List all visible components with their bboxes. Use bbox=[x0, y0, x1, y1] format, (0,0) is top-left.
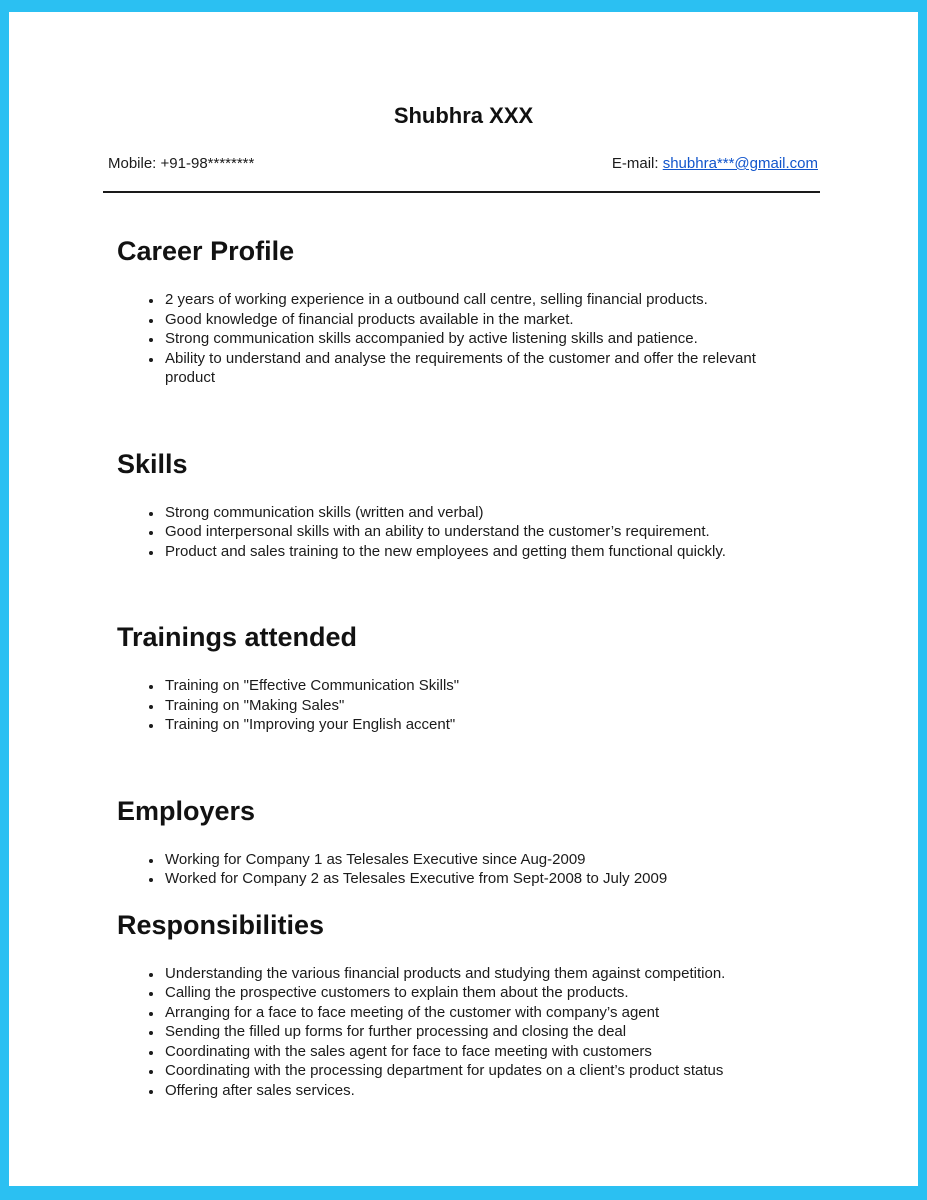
resume-name: Shubhra XXX bbox=[393, 103, 534, 128]
section-bullets bbox=[117, 676, 767, 735]
contact-row bbox=[108, 154, 818, 173]
section-heading: Trainings attended bbox=[117, 622, 358, 652]
section-bullets bbox=[117, 964, 767, 1101]
section-bullets bbox=[117, 503, 767, 562]
header-divider bbox=[103, 191, 820, 193]
bullet-item: • Offering after sales services. bbox=[163, 1081, 767, 1101]
email-label: E-mail: bbox=[611, 155, 659, 172]
bullet-item: • Working for Company 1 as Telesales Executive since Aug-2009 bbox=[163, 850, 767, 870]
bullet-item: • Training on "Making Sales" bbox=[163, 696, 767, 716]
section-heading: Skills bbox=[117, 448, 188, 479]
bullet-item: • Calling the prospective customers to explain them about the products. bbox=[163, 983, 767, 1003]
bullet-item: • Training on "Improving your English accent" bbox=[163, 715, 767, 735]
section-heading: Career Profile bbox=[117, 236, 295, 266]
bullet-item: • Arranging for a face to face meeting of the customer with company’s agent bbox=[163, 1003, 767, 1023]
bullet-item: • Strong communication skills accompanied by active listening skills and patience. bbox=[163, 329, 767, 349]
bullet-item: • Understanding the various financial products and studying them against competition. bbox=[163, 964, 767, 984]
email-contact bbox=[612, 154, 818, 173]
resume-section bbox=[117, 448, 767, 562]
mobile-label: Mobile: bbox=[108, 155, 157, 172]
section-heading: Employers bbox=[117, 795, 256, 826]
resume-section bbox=[117, 621, 767, 735]
mobile-contact bbox=[108, 154, 254, 173]
bullet-item: • Coordinating with the processing department for updates on a client’s product status bbox=[163, 1061, 767, 1081]
bullet-item: • Product and sales training to the new employees and getting them functional quickly. bbox=[163, 542, 767, 562]
bullet-item: • Ability to understand and analyse the requirements of the customer and offer the relevant product bbox=[163, 349, 767, 388]
resume-page bbox=[9, 12, 918, 1186]
bullet-item: • Good interpersonal skills with an ability to understand the customer’s requirement. bbox=[163, 522, 767, 542]
bullet-item: • Good knowledge of financial products available in the market. bbox=[163, 310, 767, 330]
bullet-item: • Training on "Effective Communication Skills" bbox=[163, 676, 767, 696]
bullet-item: • Worked for Company 2 as Telesales Executive from Sept-2008 to July 2009 bbox=[163, 869, 767, 889]
bullet-item: • Sending the filled up forms for further processing and closing the deal bbox=[163, 1022, 767, 1042]
sections-container bbox=[117, 235, 767, 1100]
resume-section bbox=[117, 235, 767, 388]
bullet-item: • Strong communication skills (written and verbal) bbox=[163, 503, 767, 523]
section-heading: Responsibilities bbox=[117, 909, 325, 940]
bullet-item: • Coordinating with the sales agent for face to face meeting with customers bbox=[163, 1042, 767, 1062]
section-bullets bbox=[117, 290, 767, 388]
bullet-item: • 2 years of working experience in a outbound call centre, selling financial products. bbox=[163, 290, 767, 310]
email-link[interactable]: shubhra***@gmail.com bbox=[662, 155, 818, 172]
resume-section bbox=[117, 795, 767, 889]
resume-section bbox=[117, 909, 767, 1101]
section-bullets bbox=[117, 850, 767, 889]
mobile-value: +91-98******** bbox=[160, 155, 255, 172]
